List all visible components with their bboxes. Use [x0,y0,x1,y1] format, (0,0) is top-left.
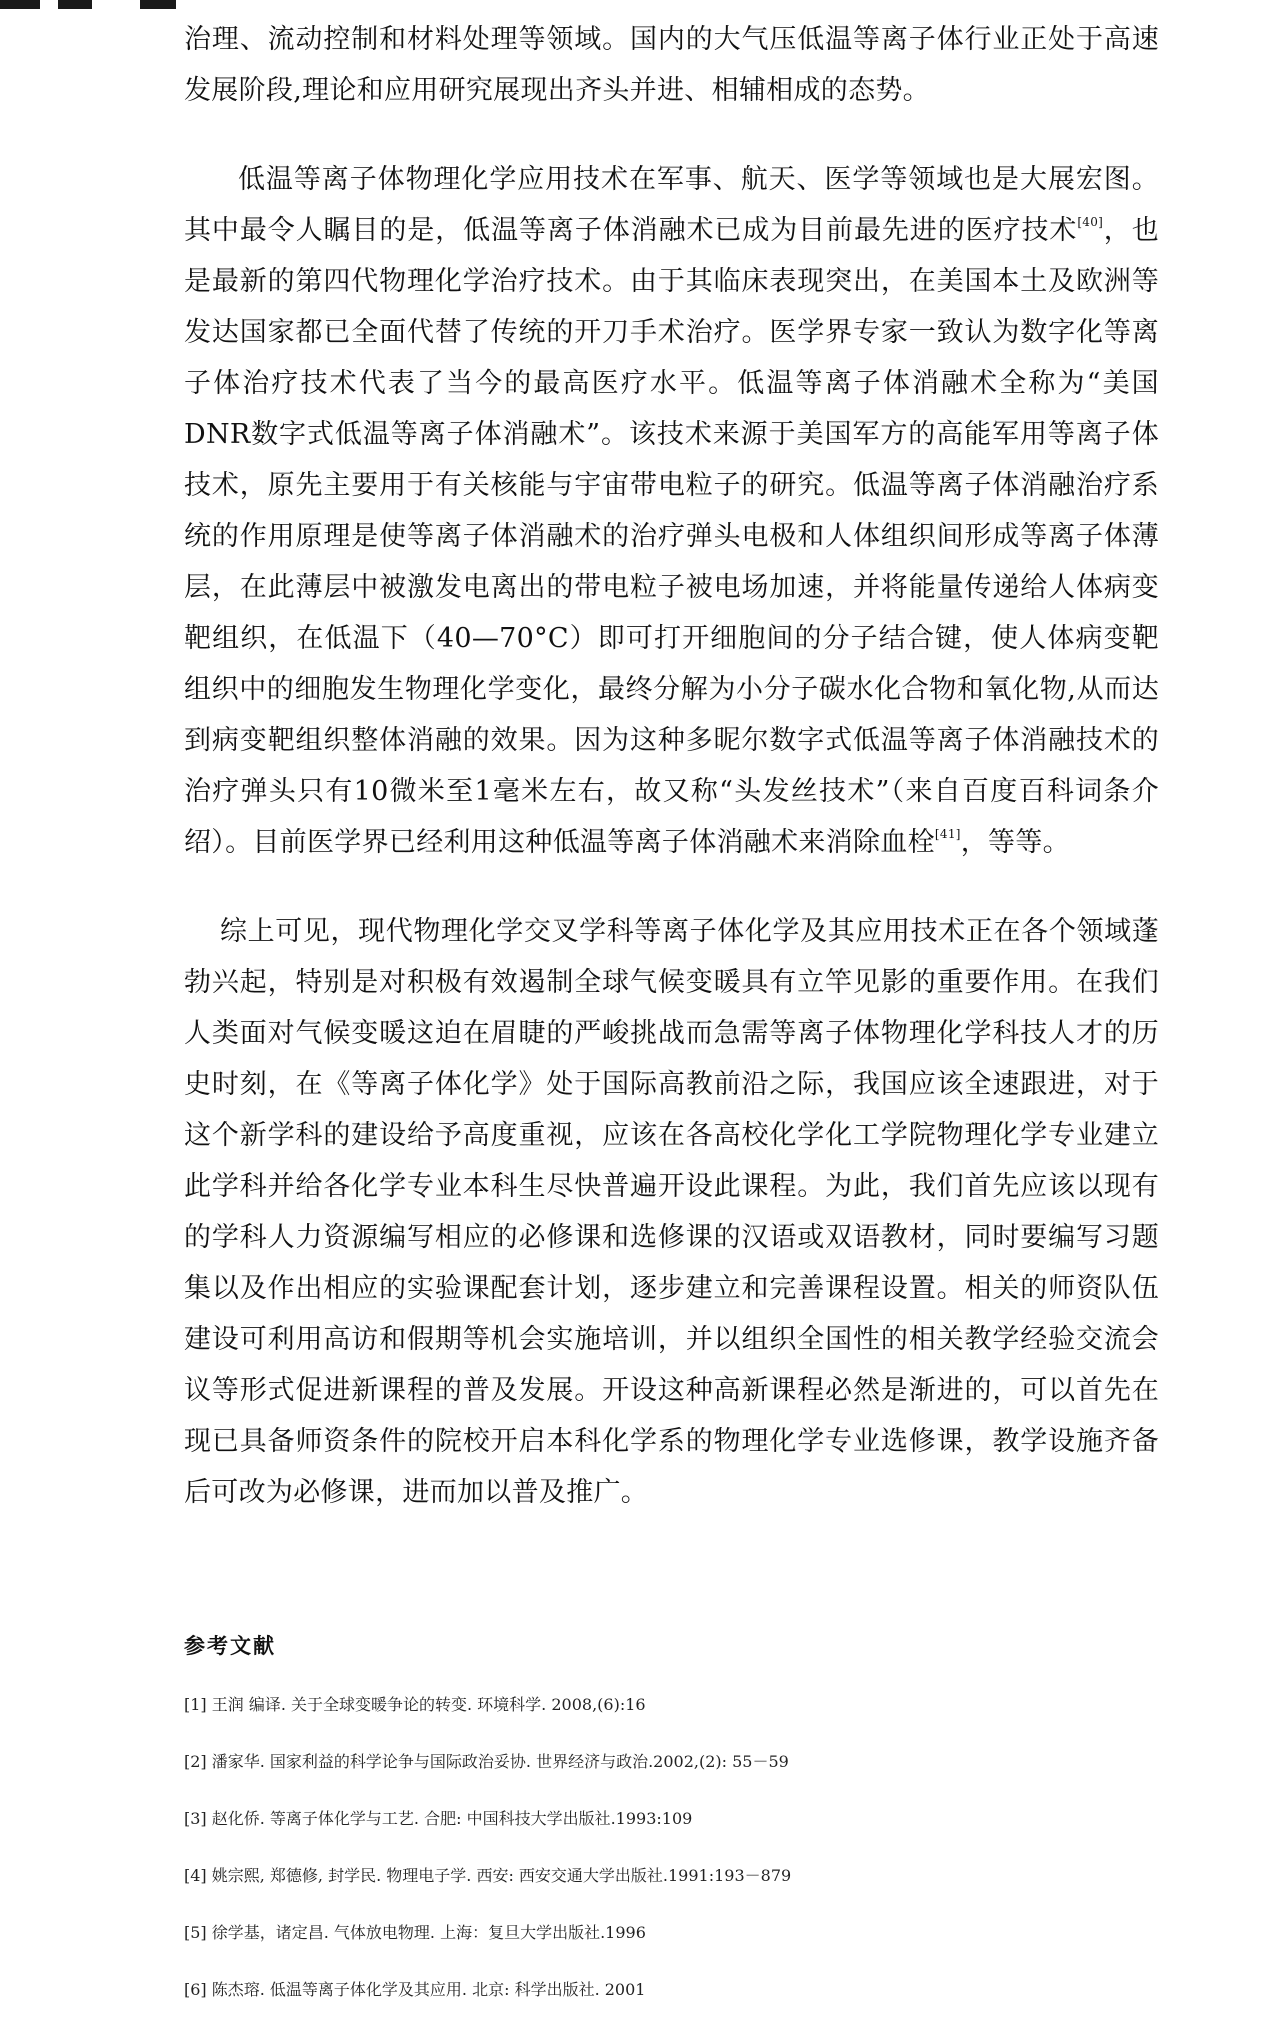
references-list [184,1694,1159,2001]
citation-41: [41] [934,827,961,841]
paragraph-2 [184,154,1159,868]
reference-item: [4] 姚宗熙, 郑德修, 封学民. 物理电子学. 西安: 西安交通大学出版社.1991:193－879 [184,1866,792,1885]
references-heading: 参考文献 [184,1634,276,1658]
paragraph-2-text-b: ，也是最新的第四代物理化学治疗技术。由于其临床表现突出，在美国本土及欧洲等发达国家都已全面代替了传统的开刀手术治疗。医学界专家一致认为数字化等离子体治疗技术代表了当今的最高医疗水平。低温等离子体消融术全称为“美国DNR数字式低温等离子体消融术”。该技术来源于美国军方的高能军用等离子体技术，原先主要用于有关核能与宇宙带电粒子的研究。低温等离子体消融治疗系统的作用原理是使等离子体消融术的治疗弹头电极和人体组织间形成等离子体薄层，在此薄层中被激发电离出的带电粒子被电场加速，并将能量传递给人体病变靶组织，在低温下（40—70°C）即可打开细胞间的分子结合键，使人体病变靶组织中的细胞发生物理化学变化，最终分解为小分子碳水化合物和氧化物,从而达到病变靶组织整体消融的效果。因为这种多昵尔数字式低温等离子体消融技术的治疗弹头只有10微米至1毫米左右，故又称“头发丝技术”（来自百度百科词条介绍）。目前医学界已经利用这种低温等离子体消融术来消除血栓 [184,215,1159,858]
paragraph-2-text-a: 低温等离子体物理化学应用技术在军事、航天、医学等领域也是大展宏图。其中最令人瞩目的是，低温等离子体消融术已成为目前最先进的医疗技术 [184,164,1159,246]
reference-item: [3] 赵化侨. 等离子体化学与工艺. 合肥: 中国科技大学出版社.1993:109 [184,1809,693,1828]
paragraph-3: 综上可见，现代物理化学交叉学科等离子体化学及其应用技术正在各个领域蓬勃兴起，特别是对积极有效遏制全球气候变暖具有立竿见影的重要作用。在我们人类面对气候变暖这迫在眉睫的严峻挑战而急需等离子体物理化学科技人才的历史时刻，在《等离子体化学》处于国际高教前沿之际，我国应该全速跟进，对于这个新学科的建设给予高度重视，应该在各高校化学化工学院物理化学专业建立此学科并给各化学专业本科生尽快普遍开设此课程。为此，我们首先应该以现有的学科人力资源编写相应的必修课和选修课的汉语或双语教材，同时要编写习题集以及作出相应的实验课配套计划，逐步建立和完善课程设置。相关的师资队伍建设可利用高访和假期等机会实施培训，并以组织全国性的相关教学经验交流会议等形式促进新课程的普及发展。开设这种高新课程必然是渐进的，可以首先在现已具备师资条件的院校开启本科化学系的物理化学专业选修课，教学设施齐备后可改为必修课，进而加以普及推广。 [184,916,1159,1508]
citation-40: [40] [1077,215,1104,229]
reference-item: [1] 王润 编译. 关于全球变暖争论的转变. 环境科学. 2008,(6):16 [184,1695,646,1714]
top-edge-marks [0,0,200,12]
reference-item: [2] 潘家华. 国家利益的科学论争与国际政治妥协. 世界经济与政治.2002,(2): 55－59 [184,1752,789,1771]
reference-item: [6] 陈杰瑢. 低温等离子体化学及其应用. 北京: 科学出版社. 2001 [184,1980,646,1999]
paragraph-1: 治理、流动控制和材料处理等领域。国内的大气压低温等离子体行业正处于高速发展阶段,理论和应用研究展现出齐头并进、相辅相成的态势。 [184,24,1159,106]
paragraph-2-text-c: ，等等。 [960,827,1070,858]
reference-item: [5] 徐学基，诸定昌. 气体放电物理. 上海：复旦大学出版社.1996 [184,1923,646,1942]
document-page [184,14,1159,2036]
